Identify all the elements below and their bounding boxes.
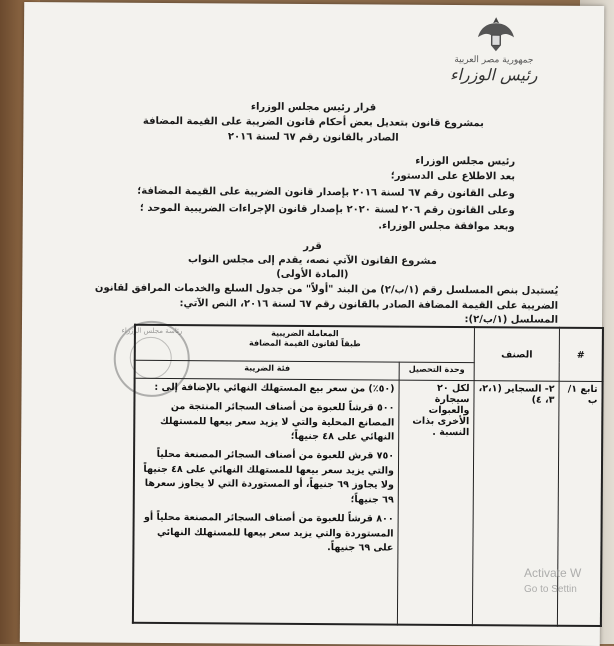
activation-line-1: Activate W <box>524 566 582 580</box>
col-header-tax-treatment <box>135 325 475 362</box>
eagle-emblem-icon <box>476 15 516 53</box>
decree-subject-1: بمشروع قانون بتعديل بعض أحكام قانون الضريبة على القيمة المضافة <box>142 115 484 130</box>
decided-label: قرر <box>303 240 322 253</box>
article-heading: (المادة الأولى) <box>276 268 349 281</box>
rate-line-2: ٥٠٠ قرشاً للعبوة من أصناف السجائر المنتجة من المصانع المحلية والتي لا يزيد سعر بيعها للمستهلك النهائي على ٤٨ جنيهاً؛ <box>159 400 395 443</box>
col-header-rate: فئة الضريبة <box>135 360 400 380</box>
decree-title: قرار رئيس مجلس الوزراء <box>250 101 377 114</box>
header-country: جمهورية مصر العربية <box>454 54 534 66</box>
rate-line-1: (٥٠٪) من سعر بيع المستهلك النهائي بالإضافة إلى : <box>154 382 395 395</box>
rate-line-3: ٧٥٠ قرش للعبوة من أصناف السجائر المصنعة محلياً والتي يزيد سعر بيعها للمستهلك النهائي على ٤٨ جنيهاً ولا يجاوز ٦٩ جنيهاً، أو المستوردة التي لا يجاوز سعرها ٦٩ جنيهاً؛ <box>143 448 395 506</box>
preamble-line-1: بعد الاطلاع على الدستور؛ <box>390 170 516 183</box>
row-unit: لكل ٢٠ سيجارة والعبوات الأخرى بذات النسبة . <box>397 380 474 625</box>
addressee: رئيس مجلس الوزراء <box>415 155 516 168</box>
preamble-line-3: وعلى القانون رقم ٢٠٦ لسنة ٢٠٢٠ بإصدار قانون الإجراءات الضريبية الموحد ؛ <box>139 202 515 217</box>
body-line-3: المسلسل (١/ب/٢): <box>464 314 559 326</box>
col-header-unit: وحدة التحصيل <box>399 362 474 381</box>
preamble-line-2: وعلى القانون رقم ٦٧ لسنة ٢٠١٦ بإصدار قانون الضريبة على القيمة المضافة؛ <box>137 185 515 200</box>
document-page <box>20 2 604 646</box>
row-rates <box>133 378 399 624</box>
stamp-text: رئاسة مجلس الوزراء <box>121 326 183 336</box>
col-header-number: # <box>559 328 603 382</box>
decree-subject-2: الصادر بالقانون رقم ٦٧ لسنة ٢٠١٦ <box>227 131 399 144</box>
header-logo-text: رئيس الوزراء <box>449 64 538 85</box>
row-item: ٢- السجاير (٢،١، ٣، ٤) <box>472 381 559 626</box>
body-line-2: الضريبة على القيمة المضافة الصادر بالقانون رقم ٦٧ لسنة ٢٠١٦، النص الآتي: <box>179 298 559 312</box>
rate-line-4: ٨٠٠ قرشاً للعبوة من أصناف السجائر المصنعة محلياً أو المستوردة والتي يزيد سعر بيعها للمستهلك النهائي على ٦٩ جنيهاً. <box>143 511 394 554</box>
tax-treatment-subtitle: طبقاً لقانون القيمة المضافة <box>249 338 361 349</box>
preamble-line-4: وبعد موافقة مجلس الوزراء. <box>378 220 515 233</box>
submission-line: مشروع القانون الآتي نصه، يقدم إلى مجلس النواب <box>187 254 437 267</box>
activation-watermark <box>524 566 581 595</box>
body-line-1: يُستبدل بنص المسلسل رقم (١/ب/٢) من البند "أولاً" من جدول السلع والخدمات المرافق لقانون <box>94 282 559 297</box>
col-header-item: الصنف <box>474 327 559 381</box>
row-number: تابع ١/ب <box>557 381 602 626</box>
activation-line-2: Go to Settin <box>524 584 577 595</box>
tax-treatment-title: المعاملة الضريبية <box>271 328 339 339</box>
